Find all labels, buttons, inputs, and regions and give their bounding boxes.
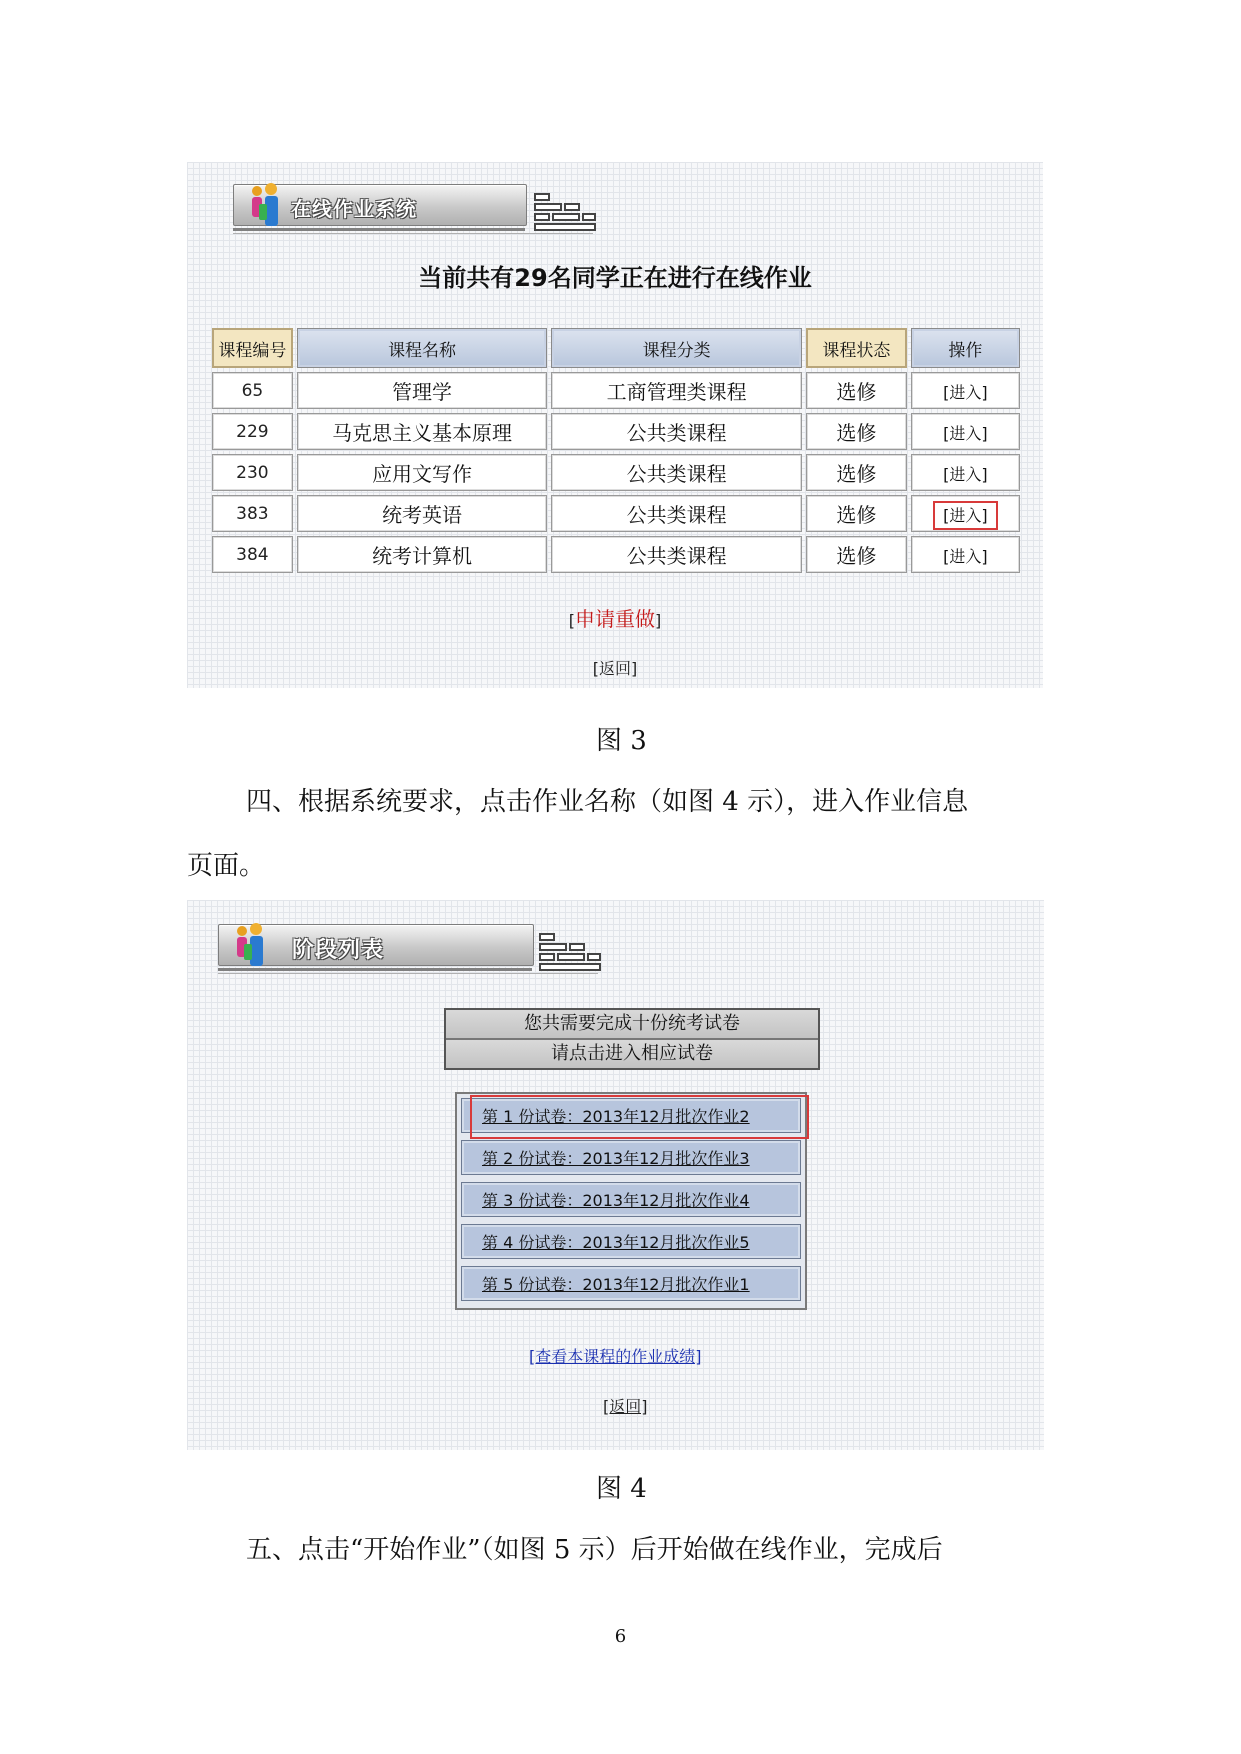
table-row [212,536,1020,573]
action-cell [911,454,1020,491]
system-header [233,184,593,236]
table-row [212,413,1020,450]
action-cell [911,495,1020,532]
redo-label: 申请重做 [575,607,655,631]
table-header-row [212,328,1020,368]
paper-item-3[interactable] [461,1182,801,1217]
course-category-cell: 公共类课程 [551,536,802,573]
course-name-cell: 应用文写作 [297,454,548,491]
info-line-hint: 请点击进入相应试卷 [446,1038,818,1068]
header-title: 阶段列表 [292,938,385,963]
page-number: 6 [614,1626,627,1647]
paper-link-label: 第 2 份试卷：2013年12月批次作业3 [482,1149,750,1168]
header-title: 在线作业系统 [291,197,417,221]
online-count-notice: 当前共有29名同学正在进行在线作业 [418,264,812,292]
course-id-cell: 230 [212,454,293,491]
course-category-cell: 公共类课程 [551,495,802,532]
course-name-cell: 管理学 [297,372,548,409]
redo-bracket-left: [ [568,611,575,630]
back-link[interactable]: [返回] [603,1397,648,1416]
course-category-cell: 公共类课程 [551,413,802,450]
instruction-4-line-2: 页面。 [187,851,266,881]
table-row [212,495,1020,532]
redo-request-link[interactable] [187,603,1043,632]
table-row [212,372,1020,409]
redo-bracket-right: ] [655,611,662,630]
paper-link-label: 第 1 份试卷：2013年12月批次作业2 [482,1107,750,1126]
course-name-cell: 统考英语 [297,495,548,532]
stage-list-header [218,924,598,976]
course-category-cell: 工商管理类课程 [551,372,802,409]
enter-link[interactable]: [进入] [943,423,988,443]
instruction-4-line-1: 四、根据系统要求，点击作业名称（如图 4 示），进入作业信息 [246,787,969,817]
paper-item-4[interactable] [461,1224,801,1259]
column-header-status: 课程状态 [806,328,907,368]
course-name-cell: 马克思主义基本原理 [297,413,548,450]
paper-link-label: 第 5 份试卷：2013年12月批次作业1 [482,1275,750,1294]
paper-item-2[interactable] [461,1140,801,1175]
paper-item-5[interactable] [461,1266,801,1301]
course-status-cell: 选修 [806,495,907,532]
column-header-course-id: 课程编号 [212,328,293,368]
column-header-action: 操作 [911,328,1020,368]
header-decoration-icon [533,192,597,232]
enter-link[interactable]: [进入] [943,382,988,402]
paper-list [455,1092,807,1310]
course-id-cell: 229 [212,413,293,450]
action-cell [911,413,1020,450]
paper-item-1[interactable] [461,1098,801,1133]
enter-link[interactable]: [进入] [943,546,988,566]
column-header-category: 课程分类 [551,328,802,368]
course-status-cell: 选修 [806,413,907,450]
course-status-cell: 选修 [806,536,907,573]
paper-link-label: 第 4 份试卷：2013年12月批次作业5 [482,1233,750,1252]
course-table [208,324,1024,577]
back-link[interactable]: [返回] [592,659,638,678]
course-status-cell: 选修 [806,372,907,409]
figure-4-screenshot [187,900,1044,1450]
course-category-cell: 公共类课程 [551,454,802,491]
people-icon [234,922,268,970]
course-id-cell: 384 [212,536,293,573]
course-status-cell: 选修 [806,454,907,491]
figure-4-caption: 图 4 [596,1474,647,1504]
figure-3-screenshot [187,162,1043,688]
course-id-cell: 65 [212,372,293,409]
header-decoration-icon [538,932,602,972]
table-row [212,454,1020,491]
course-name-cell: 统考计算机 [297,536,548,573]
course-id-cell: 383 [212,495,293,532]
enter-link-highlighted[interactable]: [进入] [933,501,998,530]
column-header-course-name: 课程名称 [297,328,548,368]
paper-link-label: 第 3 份试卷：2013年12月批次作业4 [482,1191,750,1210]
enter-link[interactable]: [进入] [943,464,988,484]
instruction-box [444,1008,820,1070]
action-cell [911,372,1020,409]
figure-3-caption: 图 3 [596,726,647,756]
view-grades-link[interactable]: [查看本课程的作业成绩] [529,1347,702,1366]
action-cell [911,536,1020,573]
instruction-5-line-1: 五、点击“开始作业”（如图 5 示）后开始做在线作业，完成后 [246,1535,943,1565]
people-icon [249,182,283,230]
info-line-total: 您共需要完成十份统考试卷 [446,1010,818,1038]
